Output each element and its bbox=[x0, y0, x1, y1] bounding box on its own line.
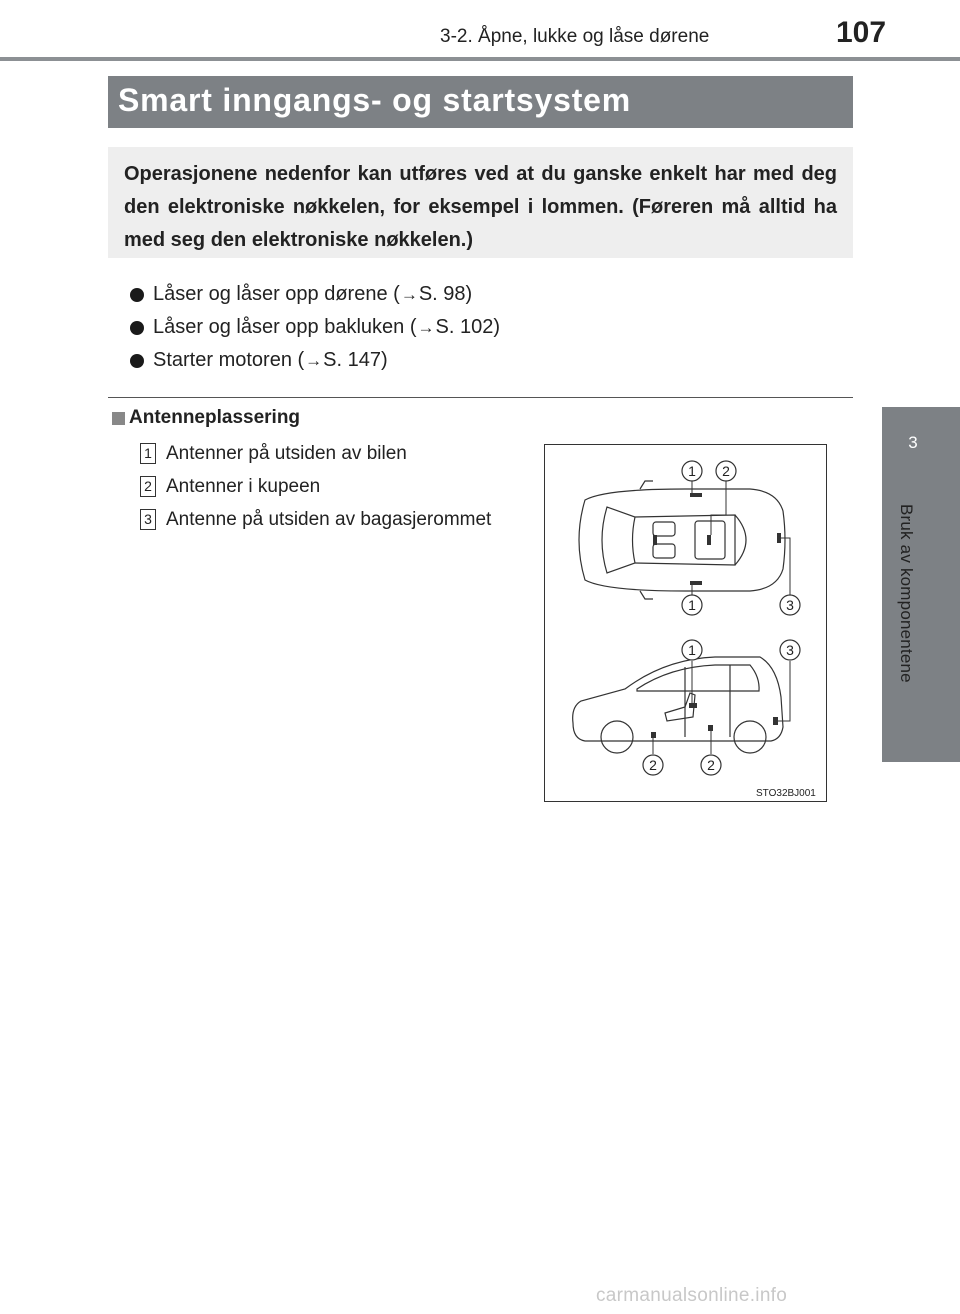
bullet-text: Låser og låser opp dørene ( bbox=[153, 283, 400, 305]
callout-number: 1 bbox=[688, 642, 696, 658]
square-bullet-icon bbox=[112, 412, 125, 425]
antenna-marker bbox=[689, 703, 697, 708]
chapter-tab bbox=[882, 407, 960, 762]
roof bbox=[635, 515, 735, 565]
legend-label: Antenner i kupeen bbox=[166, 475, 321, 497]
bullet-list bbox=[130, 278, 500, 377]
page-title: Smart inngangs- og startsystem bbox=[118, 82, 631, 118]
antenna-legend bbox=[140, 437, 491, 536]
callout-number: 3 bbox=[786, 642, 794, 658]
legend-item bbox=[140, 503, 491, 536]
mirror-right bbox=[640, 591, 653, 599]
page-number: 107 bbox=[836, 16, 887, 49]
legend-label: Antenner på utsiden av bilen bbox=[166, 442, 407, 464]
antenna-location-figure bbox=[544, 444, 827, 802]
antenna-marker bbox=[653, 535, 657, 545]
callout-number: 2 bbox=[707, 757, 715, 773]
page-reference-link[interactable]: S. 147) bbox=[323, 349, 388, 371]
bullet-item bbox=[130, 278, 500, 311]
bullet-icon bbox=[130, 321, 144, 335]
bullet-text: Starter motoren ( bbox=[153, 349, 305, 371]
arrow-icon: → bbox=[305, 350, 323, 370]
page-reference-link[interactable]: S. 98) bbox=[418, 283, 473, 305]
callout-number: 3 bbox=[786, 597, 794, 613]
bullet-text: Låser og låser opp bakluken ( bbox=[153, 316, 417, 338]
section-header: 3-2. Åpne, lukke og låse dørene bbox=[440, 26, 710, 47]
mirror-left bbox=[640, 481, 653, 489]
section-divider bbox=[108, 397, 853, 398]
header-divider bbox=[0, 57, 960, 61]
bullet-item bbox=[130, 311, 500, 344]
antenna-marker bbox=[690, 581, 702, 585]
watermark: carmanualsonline.info bbox=[596, 1285, 788, 1306]
car-top-view bbox=[579, 489, 785, 591]
antenna-marker bbox=[773, 717, 778, 725]
figure-code: STO32BJ001 bbox=[756, 788, 816, 799]
antenna-heading-text: Antenneplassering bbox=[129, 407, 301, 428]
legend-number: 2 bbox=[140, 476, 156, 497]
chapter-title: Bruk av komponentene bbox=[897, 504, 916, 683]
callout-number: 2 bbox=[722, 463, 730, 479]
windshield bbox=[602, 507, 635, 573]
callout-number: 2 bbox=[649, 757, 657, 773]
rear-window bbox=[735, 515, 746, 565]
intro-text: Operasjonene nedenfor kan utføres ved at du ganske enkelt har med deg den elektroniske nøkkelen, for eksempel i lommen. (Føreren må alltid ha med seg den elektroniske nøkkelen.) bbox=[124, 163, 837, 251]
callout-number: 1 bbox=[688, 597, 696, 613]
antenna-marker bbox=[690, 493, 702, 497]
antenna-marker bbox=[651, 732, 656, 738]
legend-number: 3 bbox=[140, 509, 156, 530]
title-bar bbox=[108, 76, 853, 128]
antenna-marker bbox=[707, 535, 711, 545]
legend-label: Antenne på utsiden av bagasjerommet bbox=[166, 508, 492, 530]
legend-number: 1 bbox=[140, 443, 156, 464]
arrow-icon: → bbox=[417, 317, 435, 337]
antenna-marker bbox=[777, 533, 781, 543]
antenna-marker bbox=[708, 725, 713, 731]
front-wheel bbox=[601, 721, 633, 753]
page-reference-link[interactable]: S. 102) bbox=[435, 316, 500, 338]
chapter-number: 3 bbox=[908, 433, 918, 452]
bullet-icon bbox=[130, 354, 144, 368]
legend-item bbox=[140, 437, 491, 470]
car-diagram-icon bbox=[545, 445, 828, 803]
bullet-icon bbox=[130, 288, 144, 302]
callout-number: 1 bbox=[688, 463, 696, 479]
bullet-item bbox=[130, 344, 500, 377]
seat-front-right bbox=[653, 544, 675, 558]
side-windows bbox=[637, 665, 759, 691]
rear-wheel bbox=[734, 721, 766, 753]
seat-front-left bbox=[653, 522, 675, 536]
legend-item bbox=[140, 470, 491, 503]
arrow-icon: → bbox=[400, 284, 418, 304]
antenna-heading bbox=[112, 407, 300, 429]
intro-box bbox=[108, 147, 853, 258]
